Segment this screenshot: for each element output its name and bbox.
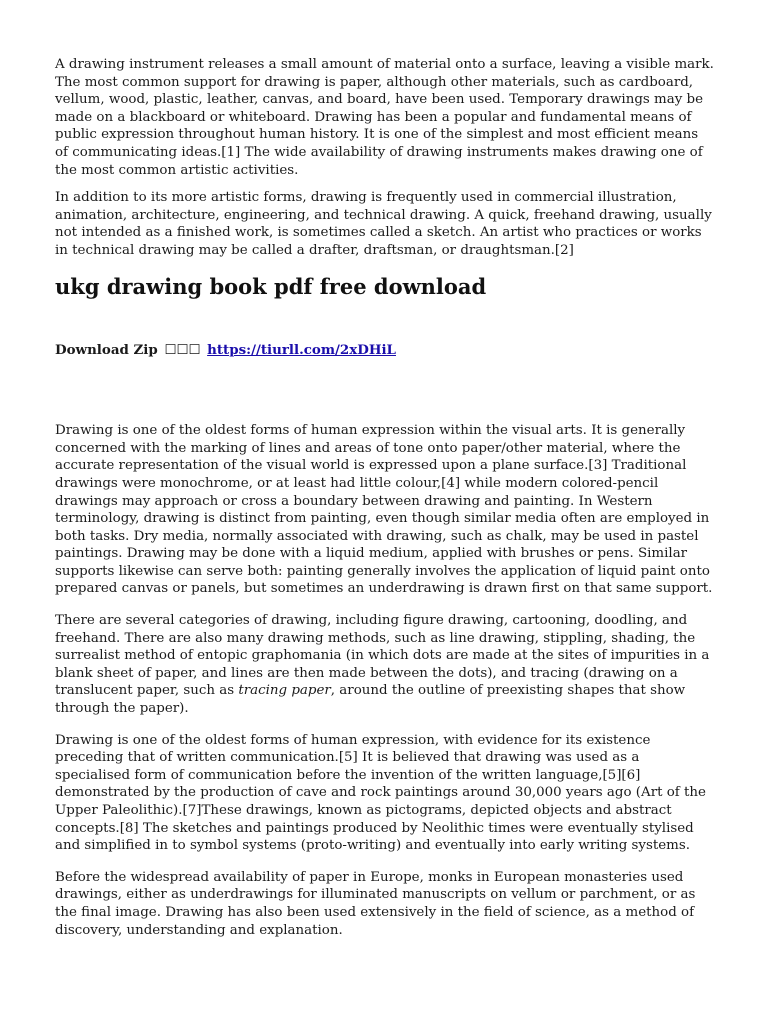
body-paragraph-1: Drawing is one of the oldest forms of human expression within the visual arts. It is generally concerned with the marking of lines and areas of tone onto paper/other material, where the accurate representation of the visual world is expressed upon a plane surface.[3] Traditional drawings were monochrome, or at least had little colour,[4] while modern colored-pencil drawings may approach or cross a boundary between drawing and painting. In Western terminology, drawing is distinct from painting, even though similar media often are employed in both tasks. Dry media, normally associated with drawing, such as chalk, may be used in pastel paintings. Drawing may be done with a liquid medium, applied with brushes or pens. Similar supports likewise can serve both: painting generally involves the application of liquid paint onto prepared canvas or panels, but sometimes an underdrawing is drawn first on that same support.	[55, 423, 713, 597]
body-paragraph-2-text-a: There are several categories of drawing, including figure drawing, cartooning, doodling, and freehand. There are also many drawing methods, such as line drawing, stippling, shading, the surrealist method of entopic graphomania (in which dots are made at the sites of impurities in a blank sheet of paper, and lines are then made between the dots), and tracing (drawing on a translucent paper, such as	[55, 613, 710, 699]
download-link[interactable]: https://tiurll.com/2xDHiL	[207, 341, 396, 358]
download-line	[55, 342, 715, 360]
download-label: Download Zip	[55, 341, 158, 358]
body-paragraph-3: Drawing is one of the oldest forms of human expression, with evidence for its existence preceding that of written communication.[5] It is believed that drawing was used as a specialised form of communication before the invention of the written language,[5][6] demonstrated by the production of cave and rock paintings around 30,000 years ago (Art of the Upper Paleolithic).[7]These drawings, known as pictograms, depicted objects and abstract concepts.[8] The sketches and paintings produced by Neolithic times were eventually stylised and simplified in to symbol systems (proto-writing) and eventually into early writing systems.	[55, 732, 706, 854]
body-paragraph-2-emphasis: tracing paper	[238, 683, 331, 699]
intro-paragraph-2: In addition to its more artistic forms, drawing is frequently used in commercial illustration, animation, architecture, engineering, and technical drawing. A quick, freehand drawing, usually not intended as a finished work, is sometimes called a sketch. An artist who practices or works in technical drawing may be called a drafter, draftsman, or draughtsman.[2]	[55, 190, 712, 258]
article-body	[55, 422, 715, 939]
body-paragraph-4: Before the widespread availability of paper in Europe, monks in European monasteries used drawings, either as underdrawings for illuminated manuscripts on vellum or parchment, or as the final image. Drawing has also been used extensively in the field of science, as a method of discovery, understanding and explanation.	[55, 869, 696, 938]
arrow-glyphs-icon: ☐☐☐	[164, 342, 201, 358]
page-title: ukg drawing book pdf free download	[55, 273, 487, 299]
body-paragraph-2-text-b: , around the outline of preexisting shapes that show through the paper).	[55, 683, 686, 717]
body-paragraph-2	[55, 612, 715, 718]
intro-paragraph-1: A drawing instrument releases a small amount of material onto a surface, leaving a visible mark. The most common support for drawing is paper, although other materials, such as cardboard, vellum, wood, plastic, leather, canvas, and board, have been used. Temporary drawings may be made on a blackboard or whiteboard. Drawing has been a popular and fundamental means of public expression throughout human history. It is one of the simplest and most efficient means of communicating ideas.[1] The wide availability of drawing instruments makes drawing one of the most common artistic activities.	[55, 57, 714, 178]
